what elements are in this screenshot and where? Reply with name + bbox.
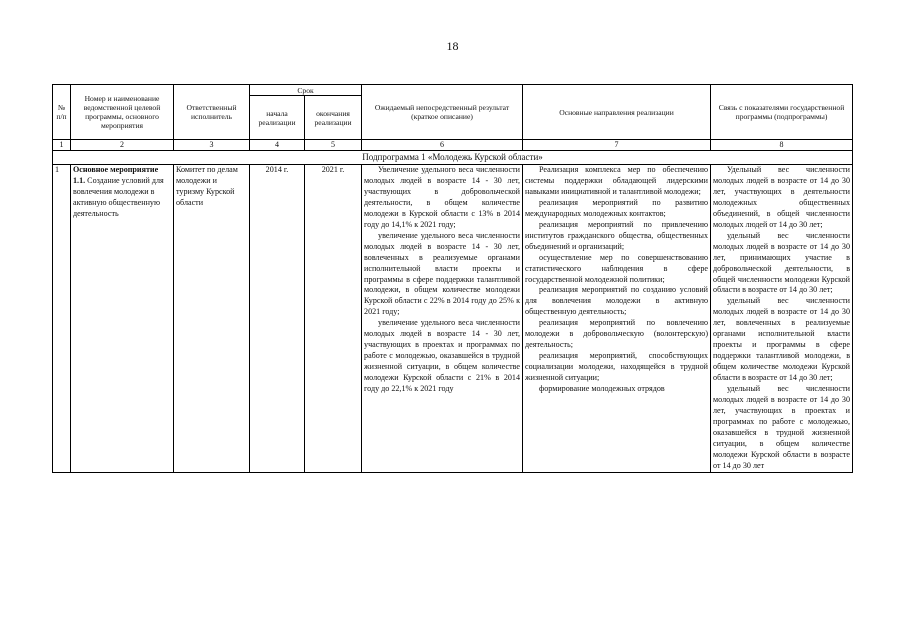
header-term: Срок bbox=[250, 85, 362, 96]
indicator-item: удельный вес численности молодых людей в возрасте от 14 до 30 лет, принимающих участие в добровольческой деятельности, в общей численности молодежи Курской области в возрасте от 14 до 30 лет; bbox=[713, 230, 851, 295]
indicators bbox=[711, 165, 853, 473]
direction-item: реализация мероприятий, способствующих социализации молодежи, находящейся в трудной жизненной ситуации; bbox=[525, 351, 709, 383]
header-start: начала реализации bbox=[250, 96, 305, 140]
col-number: 8 bbox=[711, 140, 853, 151]
indicator-item: удельный вес численности молодых людей в возрасте от 14 до 30 лет, участвующих в проектах и программах по работе с молодежью, оказавшейся в трудной жизненной ситуации, в общем количестве молодежи Курской области в возрасте от 14 до 30 лет bbox=[713, 384, 851, 470]
row-number: 1 bbox=[53, 165, 71, 473]
col-number: 7 bbox=[523, 140, 711, 151]
header-program: Номер и наименование ведомственной целевой программы, основного мероприятия bbox=[71, 85, 174, 140]
indicator-item: Удельный вес численности молодых людей в возрасте от 14 до 30 лет, участвующих в деятельности молодежных общественных объединений, в общей численности молодых людей от 14 до 30 лет; bbox=[713, 165, 851, 229]
page-number: 18 bbox=[446, 39, 459, 53]
program-table bbox=[52, 84, 853, 473]
direction-item: Реализация комплекса мер по обеспечению системы поддержки обладающей лидерскими навыками инициативной и талантливой молодежи; bbox=[525, 165, 709, 196]
measure-name bbox=[71, 165, 174, 473]
col-number: 6 bbox=[362, 140, 523, 151]
measure-bold: Основное мероприятие 1.1. bbox=[73, 165, 159, 185]
subprogram-title: Подпрограмма 1 «Молодежь Курской области» bbox=[53, 151, 853, 165]
col-number: 3 bbox=[174, 140, 250, 151]
col-number: 5 bbox=[305, 140, 362, 151]
header-row-1 bbox=[53, 85, 853, 96]
table-row bbox=[53, 165, 853, 473]
direction-item: реализация мероприятий по созданию условий для вовлечения молодежи в активную общественную деятельность; bbox=[525, 285, 709, 317]
executor: Комитет по делам молодежи и туризму Курской области bbox=[174, 165, 250, 473]
header-num: № п/п bbox=[53, 85, 71, 140]
start-year: 2014 г. bbox=[250, 165, 305, 473]
header-link: Связь с показателями государственной программы (подпрограммы) bbox=[711, 85, 853, 140]
expected-results bbox=[362, 165, 523, 473]
col-number: 2 bbox=[71, 140, 174, 151]
direction-item: реализация мероприятий по вовлечению молодежи в добровольческую (волонтерскую) деятельность; bbox=[525, 318, 709, 350]
indicator-item: удельный вес численности молодых людей в возрасте от 14 до 30 лет, вовлеченных в реализуемые органами исполнительной власти проекты и программы в сфере поддержки талантливой молодежи, в общем количестве молодежи Курской области в возрасте от 14 до 30 лет; bbox=[713, 296, 851, 383]
header-directions: Основные направления реализации bbox=[523, 85, 711, 140]
direction-item: осуществление мер по совершенствованию статистического наблюдения в сфере государственной молодежной политики; bbox=[525, 252, 709, 284]
col-number: 1 bbox=[53, 140, 71, 151]
result-item: Увеличение удельного веса численности молодых людей в возрасте 14 - 30 лет, участвующих в добровольческой деятельности, в общем количестве молодежи в Курской области с 13% в 2014 году до 14,1% к 2021 году; bbox=[364, 165, 521, 229]
directions bbox=[523, 165, 711, 473]
result-item: увеличение удельного веса численности молодых людей в возрасте 14 - 30 лет, вовлеченных в реализуемые органами исполнительной власти проекты и программы в сфере поддержки талантливой молодежи, в общем количестве молодежи Курской области с 22% в 2014 году до 25% к 2021 году; bbox=[364, 230, 521, 317]
header-end: окончания реализации bbox=[305, 96, 362, 140]
measure-text: Создание условий для вовлечения молодежи в активную общественную деятельность bbox=[73, 175, 164, 218]
header-executor: Ответственный исполнитель bbox=[174, 85, 250, 140]
direction-item: реализация мероприятий по привлечению институтов гражданского общества, общественных объединений и организаций; bbox=[525, 219, 709, 251]
col-number: 4 bbox=[250, 140, 305, 151]
direction-item: формирование молодежных отрядов bbox=[539, 384, 665, 394]
column-numbers-row bbox=[53, 140, 853, 151]
direction-item: реализация мероприятий по развитию международных молодежных контактов; bbox=[525, 197, 709, 218]
end-year: 2021 г. bbox=[305, 165, 362, 473]
header-result: Ожидаемый непосредственный результат (краткое описание) bbox=[362, 85, 523, 140]
result-item: увеличение удельного веса численности молодых людей в возрасте 14 - 30 лет, участвующих в проектах и программах по работе с молодежью, оказавшейся в трудной жизненной ситуации, в общем количестве молодежи Курской области с 21% в 2014 году до 22,1% к 2021 году bbox=[364, 318, 521, 394]
subprogram-row bbox=[53, 151, 853, 165]
